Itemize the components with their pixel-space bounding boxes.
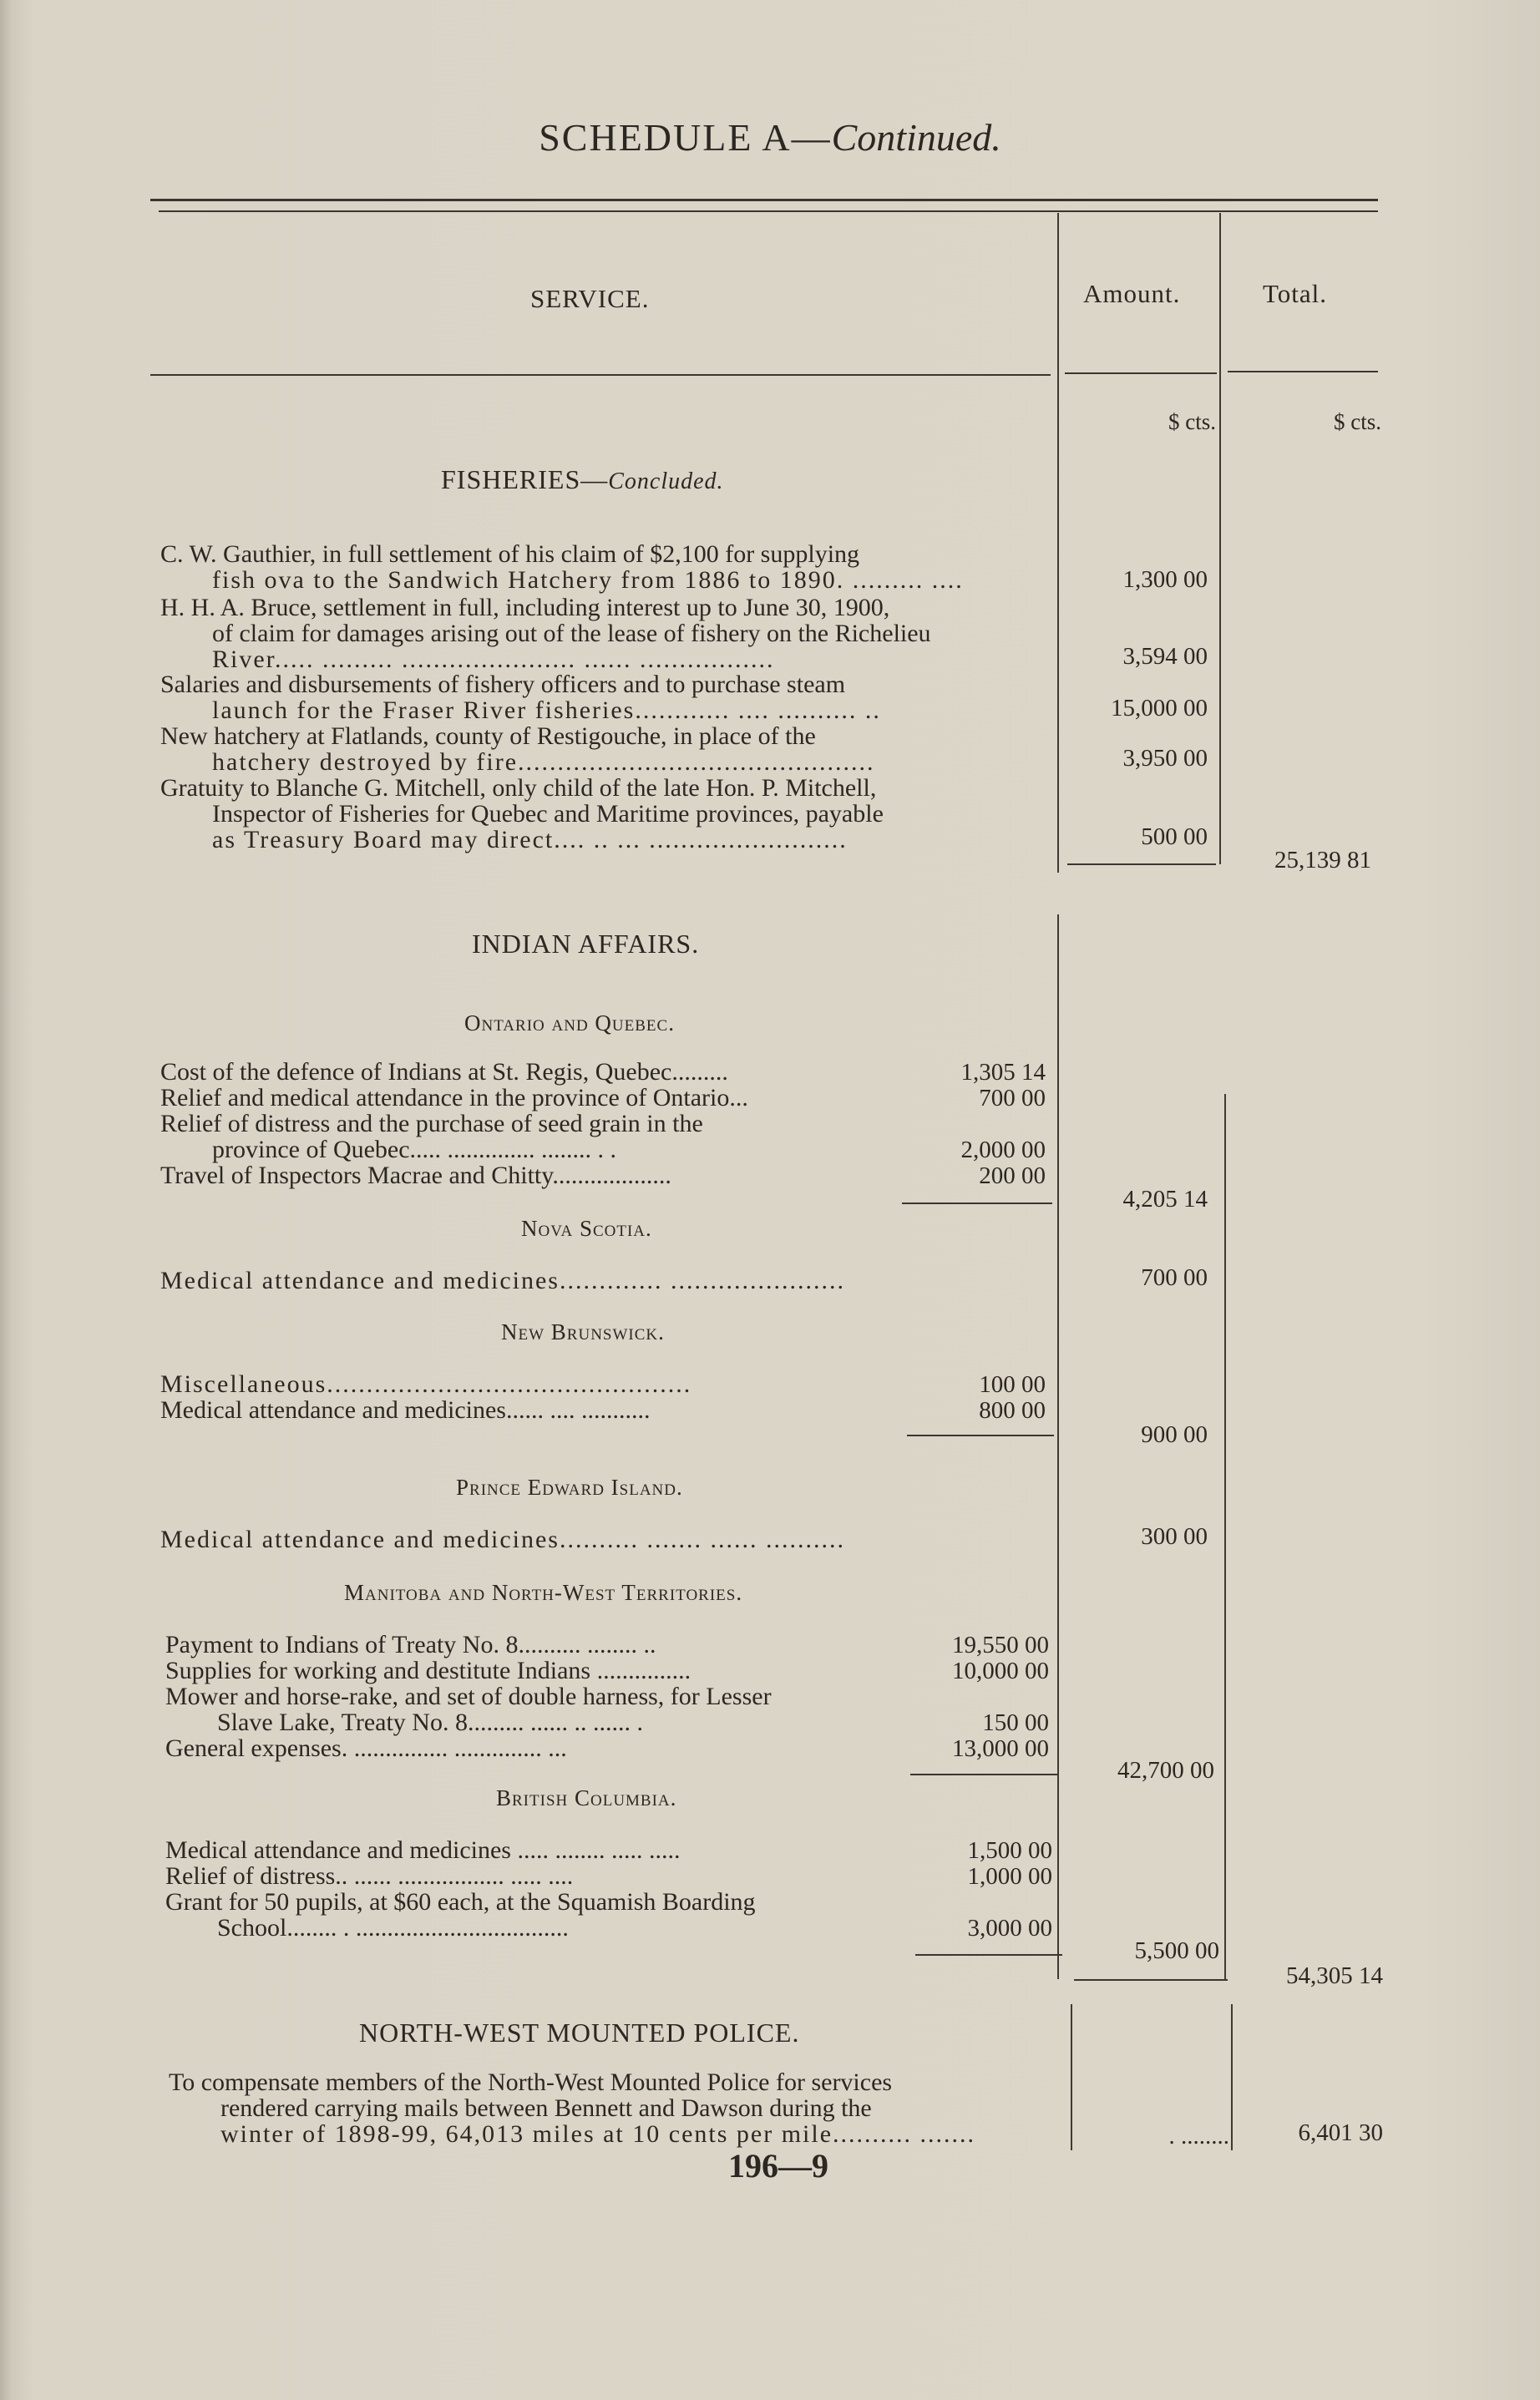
manitoba-value-2: 10,000 00 — [952, 1658, 1049, 1684]
nb-value-1: 100 00 — [979, 1371, 1046, 1398]
ontario-row-5: Travel of Inspectors Macrae and Chitty................... — [160, 1162, 671, 1189]
total-col-rule — [1219, 213, 1221, 864]
page-number: 196—9 — [728, 2147, 828, 2185]
bc-value-4: 3,000 00 — [967, 1915, 1052, 1942]
manitoba-value-4: 150 00 — [982, 1709, 1049, 1736]
ontario-row-4: province of Quebec..... .............. ........ . . — [212, 1136, 617, 1163]
fisheries-item-3: Salaries and disbursements of fishery officers and to purchase steam launch for the Fraser River fisheries............ .... .......... .. — [160, 671, 881, 724]
bc-value-1: 1,500 00 — [967, 1837, 1052, 1864]
nb-row-2: Medical attendance and medicines...... .... ........... — [160, 1396, 651, 1424]
nb-heading: New Brunswick. — [501, 1319, 665, 1344]
unit-amount: $ cts. — [1168, 409, 1216, 434]
col-service: SERVICE. — [530, 284, 650, 313]
nova-row: Medical attendance and medicines............. ...................... — [160, 1267, 845, 1294]
indian-total: 54,305 14 — [1286, 1962, 1383, 1989]
fisheries-amount-1: 1,300 00 — [1122, 566, 1208, 593]
manitoba-sum-rule — [910, 1774, 1057, 1775]
indian-heading: INDIAN AFFAIRS. — [472, 929, 700, 959]
amount-col-rule-3 — [1071, 2004, 1072, 2150]
ontario-value-2: 700 00 — [979, 1085, 1046, 1111]
header-rule-amount — [1065, 372, 1217, 374]
ontario-row-3: Relief of distress and the purchase of seed grain in the — [160, 1110, 703, 1137]
fisheries-item-5: Gratuity to Blanche G. Mitchell, only child of the late Hon. P. Mitchell, Inspector of Fisheries for Quebec and Maritime provinces, payable as Treasury Board may direct.... .. ... ......................... — [160, 774, 884, 853]
manitoba-value-1: 19,550 00 — [952, 1632, 1049, 1658]
police-item: To compensate members of the North-West Mounted Police for services rendered carrying mails between Bennett and Dawson during the winter of 1898-99, 64,013 miles at 10 cents per mile.......... ....... — [169, 2068, 976, 2148]
fisheries-sum-rule — [1067, 863, 1216, 865]
fisheries-item-4: New hatchery at Flatlands, county of Restigouche, in place of the hatchery destroyed by fire............................................. — [160, 722, 875, 776]
bc-heading: British Columbia. — [496, 1785, 677, 1810]
manitoba-amount: 42,700 00 — [1117, 1757, 1214, 1784]
manitoba-row-3: Mower and horse-rake, and set of double harness, for Lesser — [165, 1683, 772, 1710]
ontario-row-2: Relief and medical attendance in the province of Ontario... — [160, 1084, 748, 1111]
fisheries-amount-4: 3,950 00 — [1122, 745, 1208, 772]
fisheries-item-2: H. H. A. Bruce, settlement in full, including interest up to June 30, 1900, of claim for damages arising out of the lease of fishery on the Richelieu River..... ......... ...................... ...... ................. — [160, 594, 931, 673]
ontario-value-1: 1,305 14 — [960, 1059, 1046, 1086]
indian-sum-rule — [1074, 1979, 1228, 1981]
nb-sum-rule — [907, 1435, 1054, 1436]
ontario-value-4: 2,000 00 — [960, 1137, 1046, 1163]
ontario-heading: Ontario and Quebec. — [464, 1010, 675, 1035]
top-rule-2 — [159, 210, 1378, 212]
bc-value-2: 1,000 00 — [967, 1863, 1052, 1890]
bc-row-3: Grant for 50 pupils, at $60 each, at the Squamish Boarding — [165, 1888, 756, 1916]
unit-total: $ cts. — [1334, 409, 1381, 434]
manitoba-row-2: Supplies for working and destitute Indians ............... — [165, 1657, 691, 1684]
nova-amount: 700 00 — [1141, 1264, 1208, 1291]
fisheries-amount-3: 15,000 00 — [1111, 695, 1208, 722]
ontario-amount: 4,205 14 — [1122, 1186, 1208, 1213]
top-rule — [150, 199, 1378, 201]
total-col-rule-2 — [1224, 1094, 1226, 1979]
bc-row-4: School........ . .................................. — [217, 1914, 569, 1942]
nb-row-1: Miscellaneous.............................................. — [160, 1370, 692, 1398]
police-amount: . ........ — [1168, 2123, 1229, 2149]
nb-amount: 900 00 — [1141, 1421, 1208, 1448]
pei-amount: 300 00 — [1141, 1523, 1208, 1550]
bc-row-1: Medical attendance and medicines ..... ........ ..... ..... — [165, 1836, 681, 1864]
police-heading: NORTH-WEST MOUNTED POLICE. — [359, 2018, 800, 2048]
bc-amount: 5,500 00 — [1134, 1937, 1219, 1964]
pei-row: Medical attendance and medicines.......... ....... ...... .......... — [160, 1526, 845, 1553]
col-amount: Amount. — [1083, 279, 1181, 308]
manitoba-row-1: Payment to Indians of Treaty No. 8.......... ........ .. — [165, 1631, 656, 1658]
police-total: 6,401 30 — [1298, 2119, 1383, 2146]
amount-col-rule-2 — [1057, 914, 1059, 1979]
ontario-row-1: Cost of the defence of Indians at St. Regis, Quebec......... — [160, 1058, 728, 1086]
amount-col-rule — [1057, 213, 1059, 873]
manitoba-row-4: Slave Lake, Treaty No. 8......... ...... .. ...... . — [217, 1709, 643, 1736]
page-title: SCHEDULE A—Continued. — [539, 116, 1001, 159]
fisheries-item-1: C. W. Gauthier, in full settlement of his claim of $2,100 for supplying fish ova to the Sandwich Hatchery from 1886 to 1890. ......... .... — [160, 540, 964, 594]
manitoba-heading: Manitoba and North-West Territories. — [344, 1580, 743, 1605]
bc-row-2: Relief of distress.. ...... ................. ..... .... — [165, 1862, 574, 1890]
pei-heading: Prince Edward Island. — [456, 1475, 683, 1500]
header-rule-total — [1228, 371, 1378, 372]
fisheries-amount-5: 500 00 — [1141, 823, 1208, 850]
nova-heading: Nova Scotia. — [521, 1216, 652, 1241]
manitoba-value-5: 13,000 00 — [952, 1735, 1049, 1762]
col-total: Total. — [1263, 279, 1328, 308]
ontario-value-5: 200 00 — [979, 1162, 1046, 1189]
header-rule — [150, 374, 1051, 376]
manitoba-row-5: General expenses. ............... .............. ... — [165, 1734, 567, 1762]
total-col-rule-3 — [1231, 2004, 1233, 2150]
fisheries-total: 25,139 81 — [1274, 847, 1371, 873]
fisheries-amount-2: 3,594 00 — [1122, 643, 1208, 670]
ontario-sum-rule — [902, 1203, 1052, 1204]
fisheries-heading: FISHERIES—Concluded. — [441, 464, 724, 494]
nb-value-2: 800 00 — [979, 1397, 1046, 1424]
bc-sum-rule — [915, 1954, 1062, 1956]
